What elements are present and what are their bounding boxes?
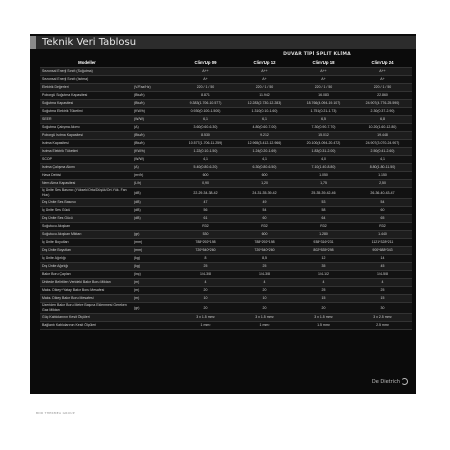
row-unit: (m) xyxy=(132,287,176,295)
row-unit: (A) xyxy=(132,124,176,132)
cell-value: 1/4-3/8 xyxy=(235,271,294,279)
table-row xyxy=(40,180,412,188)
cell-value: 3 x 1.5 mm² xyxy=(176,314,235,322)
table-row xyxy=(40,156,412,164)
row-label: SEER xyxy=(40,116,132,124)
cell-value: 25-35-39-42-46 xyxy=(294,188,353,199)
table-row xyxy=(40,148,412,156)
cell-value: 4,0 xyxy=(294,156,353,164)
row-label: Elektrik Değerleri xyxy=(40,84,132,92)
row-unit: (Btu/h) xyxy=(132,100,176,108)
cell-value: 6,5 xyxy=(294,116,353,124)
cell-value: 1.5 mm² xyxy=(294,322,353,330)
cell-value: 220 / 1 / 50 xyxy=(353,84,412,92)
cell-value: 6,1 xyxy=(235,116,294,124)
cell-value: 11.942 xyxy=(235,92,294,100)
cell-value: 64 xyxy=(294,215,353,223)
row-label: İç Ünite Ağırlığı xyxy=(40,255,132,263)
cell-value: 22-29-34-38-42 xyxy=(176,188,235,199)
cell-value: 25 xyxy=(176,263,235,271)
row-unit xyxy=(132,76,176,84)
cell-value: 1,75 xyxy=(294,180,353,188)
cell-value: 10.577(1.706-11.259) xyxy=(176,140,235,148)
row-label: Dış Ünite Ses Gücü xyxy=(40,215,132,223)
table-row xyxy=(40,84,412,92)
cell-value: A+ xyxy=(176,76,235,84)
cell-value: 1/4-5/8 xyxy=(353,271,412,279)
brand-logo xyxy=(372,378,408,385)
row-label: SCOP xyxy=(40,156,132,164)
cell-value: 788*292*198 xyxy=(176,239,235,247)
table-row xyxy=(40,279,412,287)
row-label: İç Ünite Ses Basıncı (Yüksek/Orta/Düşük/Ort.Yük. Fan Hızı) xyxy=(40,188,132,199)
row-unit: (mm) xyxy=(132,247,176,255)
cell-value: 1.751(0.21-1.73) xyxy=(294,108,353,116)
cell-value: 4,1 xyxy=(176,156,235,164)
cell-value: A++ xyxy=(176,68,235,76)
row-unit: (m) xyxy=(132,295,176,303)
cell-value: 7.30(0.90-7.70) xyxy=(294,124,353,132)
row-unit: (mm) xyxy=(132,239,176,247)
row-unit: (W/W) xyxy=(132,156,176,164)
cell-value: 1/4-1/2 xyxy=(294,271,353,279)
table-row xyxy=(40,132,412,140)
row-label: Isıtma Kapasitesi xyxy=(40,140,132,148)
table-row xyxy=(40,303,412,314)
row-unit: (W/W) xyxy=(132,116,176,124)
cell-value: 3 x 2.5 mm² xyxy=(353,314,412,322)
cell-value: 60 xyxy=(235,215,294,223)
cell-value: R32 xyxy=(294,223,353,231)
cell-value: 220 / 1 / 50 xyxy=(235,84,294,92)
cell-value: 2.50(0.41-2.60) xyxy=(353,148,412,156)
cell-value: 24-31-35-39-42 xyxy=(235,188,294,199)
cell-value: 9.383(1.706-10.577) xyxy=(176,100,235,108)
row-label: Hava Debisi xyxy=(40,172,132,180)
cell-value: 56 xyxy=(176,207,235,215)
cell-value: A++ xyxy=(235,68,294,76)
cell-value: 600 xyxy=(176,172,235,180)
row-label: Soğutucu Akışkan Miktarı xyxy=(40,231,132,239)
model-header: Modeller xyxy=(40,59,132,68)
cell-value: 24.907(3.070-24.907) xyxy=(353,140,412,148)
row-unit: (m³/h) xyxy=(132,172,176,180)
cell-value: 220 / 1 / 50 xyxy=(176,84,235,92)
table-row xyxy=(40,295,412,303)
row-unit xyxy=(132,322,176,330)
cell-value: 10 xyxy=(176,295,235,303)
cell-value: 1121*328*211 xyxy=(353,239,412,247)
cell-value: 49 xyxy=(235,199,294,207)
cell-value: 6,8 xyxy=(353,116,412,124)
unit-header xyxy=(132,59,176,68)
row-unit: (Btu/h) xyxy=(132,132,176,140)
table-row xyxy=(40,164,412,172)
row-unit: (dB) xyxy=(132,207,176,215)
cell-value: 4,1 xyxy=(353,156,412,164)
cell-value: 1 mm² xyxy=(235,322,294,330)
model-column-header: Clim'Up 12 xyxy=(235,59,294,68)
row-unit: (dB) xyxy=(132,199,176,207)
cell-value: 1.83(0.31-2.00) xyxy=(294,148,353,156)
cell-value: 19.448 xyxy=(353,132,412,140)
row-unit: (inç) xyxy=(132,271,176,279)
table-row xyxy=(40,239,412,247)
cell-value: 60 xyxy=(353,207,412,215)
cell-value: 600 xyxy=(235,172,294,180)
cell-value: 1.310(0.10-1.60) xyxy=(235,108,294,116)
row-unit: (Btu/h) xyxy=(132,92,176,100)
cell-value: 54 xyxy=(353,199,412,207)
cell-value: 20.100(4.094-20.472) xyxy=(294,140,353,148)
cell-value: 20 xyxy=(235,287,294,295)
table-row xyxy=(40,207,412,215)
row-unit: (KW/h) xyxy=(132,148,176,156)
row-unit: (V/Faz/Hz) xyxy=(132,84,176,92)
model-column-header: Clim'Up 24 xyxy=(353,59,412,68)
cell-value: 1/4-3/8 xyxy=(176,271,235,279)
row-label: Bakır Boru Çapları xyxy=(40,271,132,279)
cell-value: 1.440 xyxy=(353,231,412,239)
row-unit: (KW/h) xyxy=(132,108,176,116)
cell-value: A+ xyxy=(353,76,412,84)
row-label: Üzeriden Bakır Boru Metre Başına Eklenmesi Gereken Gaz Miktarı xyxy=(40,303,132,314)
row-label: Maks. Dikey Bakır Boru Mesafesi xyxy=(40,295,132,303)
cell-value: 3.60(0.60-6.30) xyxy=(176,124,235,132)
row-label: Poborgü Isıtma Kapasitesi xyxy=(40,132,132,140)
row-unit: (Btu/h) xyxy=(132,140,176,148)
row-unit xyxy=(132,314,176,322)
row-label: Sezonsal Enerji Sınıfı (Soğutma) xyxy=(40,68,132,76)
table-row xyxy=(40,287,412,295)
cell-value: R32 xyxy=(235,223,294,231)
title-accent xyxy=(30,36,36,49)
footer-text: BDR THERMEA GROUP xyxy=(36,411,75,415)
cell-value: 0,90 xyxy=(176,180,235,188)
title-bar xyxy=(30,36,416,49)
table-row xyxy=(40,124,412,132)
cell-value: 20 xyxy=(294,303,353,314)
cell-value: 58 xyxy=(294,207,353,215)
cell-value: 16.083 xyxy=(294,92,353,100)
row-label: Soğutucu Akışkan xyxy=(40,223,132,231)
cell-value: 720*540*260 xyxy=(235,247,294,255)
table-row xyxy=(40,322,412,330)
row-unit: (kg) xyxy=(132,255,176,263)
row-unit: (dB) xyxy=(132,188,176,199)
row-label: Bağlantı Kablolarının Kesit Ölçüleri xyxy=(40,322,132,330)
cell-value: A++ xyxy=(294,68,353,76)
cell-value: 7.10(1.40-8.80) xyxy=(294,164,353,172)
page-title: Teknik Veri Tablosu xyxy=(42,37,137,48)
cell-value: 8 xyxy=(176,255,235,263)
cell-value: R32 xyxy=(353,223,412,231)
row-unit xyxy=(132,223,176,231)
model-column-header: Clim'Up 18 xyxy=(294,59,353,68)
table-row xyxy=(40,223,412,231)
cell-value: 53 xyxy=(294,199,353,207)
row-label: Dış Ünite Ses Basıncı xyxy=(40,199,132,207)
cell-value: 20 xyxy=(176,303,235,314)
cell-value: 30 xyxy=(353,303,412,314)
cell-value: 15 xyxy=(294,295,353,303)
cell-value: 22.860 xyxy=(353,92,412,100)
cell-value: 1.24(0.20-1.69) xyxy=(235,148,294,156)
cell-value: 938*316*231 xyxy=(294,239,353,247)
row-unit: (dB) xyxy=(132,215,176,223)
row-unit: (m) xyxy=(132,279,176,287)
cell-value: 1.22(0.10-1.50) xyxy=(176,148,235,156)
row-label: Dış Ünite Boyutları xyxy=(40,247,132,255)
brand-name: De Dietrich xyxy=(371,379,400,385)
row-label: Soğutma Kapasitesi xyxy=(40,100,132,108)
table-header-row xyxy=(40,59,412,68)
cell-value: 14 xyxy=(353,255,412,263)
cell-value: 10 xyxy=(235,295,294,303)
row-label: Isıtma Çalışma Akımı xyxy=(40,164,132,172)
cell-value: 4,1 xyxy=(235,156,294,164)
cell-value: 8.530 xyxy=(176,132,235,140)
cell-value: 1.150 xyxy=(353,172,412,180)
cell-value: 720*540*260 xyxy=(176,247,235,255)
cell-value: 12.965(3.412-12.966) xyxy=(235,140,294,148)
row-unit xyxy=(132,68,176,76)
cell-value: 9.212 xyxy=(235,132,294,140)
cell-value: 25 xyxy=(235,263,294,271)
row-unit: (gr) xyxy=(132,231,176,239)
row-label: Ünitede Belirtilen Verideki Bakır Boru Miktarı xyxy=(40,279,132,287)
cell-value: 6.30(0.80-6.50) xyxy=(235,164,294,172)
cell-value: 1,20 xyxy=(235,180,294,188)
row-label: Isıtma Elektrik Tüketimi xyxy=(40,148,132,156)
row-label: İç Ünite Boyutları xyxy=(40,239,132,247)
cell-value: 1 mm² xyxy=(176,322,235,330)
cell-value: 45 xyxy=(353,263,412,271)
cell-value: 12 xyxy=(294,255,353,263)
cell-value: 2,50 xyxy=(353,180,412,188)
cell-value: 6,1 xyxy=(176,116,235,124)
table-row xyxy=(40,108,412,116)
cell-value: 900*688*343 xyxy=(353,247,412,255)
row-unit: (A) xyxy=(132,164,176,172)
row-label: Sezonsal Enerji Sınıfı (Isıtma) xyxy=(40,76,132,84)
cell-value: 0.930(0.100-1.500) xyxy=(176,108,235,116)
cell-value: 530 xyxy=(176,231,235,239)
row-unit: (kg) xyxy=(132,263,176,271)
cell-value: 220 / 1 / 50 xyxy=(294,84,353,92)
cell-value: A+ xyxy=(235,76,294,84)
table-body xyxy=(40,68,412,330)
brand-mark-icon xyxy=(401,378,408,385)
cell-value: 8.871 xyxy=(176,92,235,100)
cell-value: 26-36-40-43-47 xyxy=(353,188,412,199)
table-row xyxy=(40,116,412,124)
cell-value: 788*292*198 xyxy=(235,239,294,247)
cell-value: 4.80(0.60-7.00) xyxy=(235,124,294,132)
cell-value: 25 xyxy=(294,287,353,295)
table-row xyxy=(40,271,412,279)
product-type-heading: DUVAR TİPİ SPLIT KLİMA xyxy=(283,52,351,57)
row-label: İç Ünite Ses Gücü xyxy=(40,207,132,215)
cell-value: 65 xyxy=(353,215,412,223)
cell-value: 15.012 xyxy=(294,132,353,140)
cell-value: 10.20(1.60-12.80) xyxy=(353,124,412,132)
table-row xyxy=(40,231,412,239)
table-row xyxy=(40,263,412,271)
table-row xyxy=(40,199,412,207)
cell-value: 4 xyxy=(176,279,235,287)
cell-value: 3 x 1.5 mm² xyxy=(235,314,294,322)
cell-value: 15 xyxy=(353,295,412,303)
row-label: Dış Ünite Ağırlığı xyxy=(40,263,132,271)
cell-value: 18.766(4.094-19.107) xyxy=(294,100,353,108)
cell-value: 4 xyxy=(294,279,353,287)
row-unit: (L/h) xyxy=(132,180,176,188)
cell-value: 20 xyxy=(176,287,235,295)
cell-value: 35 xyxy=(294,263,353,271)
model-column-header: Clim'Up 09 xyxy=(176,59,235,68)
row-label: Maks. Dikey+Yatay Bakır Boru Mesafesi xyxy=(40,287,132,295)
table-row xyxy=(40,314,412,322)
cell-value: 2.5 mm² xyxy=(353,322,412,330)
cell-value: 25 xyxy=(353,287,412,295)
cell-value: 24.907(4.776-25.590) xyxy=(353,100,412,108)
cell-value: 5.40(0.80-6.20) xyxy=(176,164,235,172)
cell-value: R32 xyxy=(176,223,235,231)
table-row xyxy=(40,247,412,255)
cell-value: 1.280 xyxy=(294,231,353,239)
cell-value: 4 xyxy=(353,279,412,287)
cell-value: 8,5 xyxy=(235,255,294,263)
cell-value: 600 xyxy=(235,231,294,239)
spec-table xyxy=(40,59,412,330)
cell-value: 8.80(1.80-11.50) xyxy=(353,164,412,172)
table-row xyxy=(40,76,412,84)
row-unit: (gr) xyxy=(132,303,176,314)
cell-value: 802*535*298 xyxy=(294,247,353,255)
cell-value: 47 xyxy=(176,199,235,207)
table-row xyxy=(40,188,412,199)
cell-value: A+ xyxy=(294,76,353,84)
table-row xyxy=(40,68,412,76)
table-row xyxy=(40,140,412,148)
table-row xyxy=(40,92,412,100)
table-row xyxy=(40,255,412,263)
cell-value: 3 x 1.5 mm² xyxy=(294,314,353,322)
cell-value: 12.283(2.730-12.283) xyxy=(235,100,294,108)
cell-value: 2.30(0.37-2.90) xyxy=(353,108,412,116)
cell-value: 4 xyxy=(235,279,294,287)
row-label: Poborgü Soğutma Kapasitesi xyxy=(40,92,132,100)
cell-value: A++ xyxy=(353,68,412,76)
cell-value: 1.050 xyxy=(294,172,353,180)
cell-value: 54 xyxy=(235,207,294,215)
table-row xyxy=(40,215,412,223)
row-label: Soğutma Elektrik Tüketimi xyxy=(40,108,132,116)
row-label: Nem Alma Kapasitesi xyxy=(40,180,132,188)
cell-value: 20 xyxy=(235,303,294,314)
row-label: Soğutma Çalışma Akımı xyxy=(40,124,132,132)
table-row xyxy=(40,100,412,108)
row-label: Güç Kablolarının Kesit Ölçüleri xyxy=(40,314,132,322)
table-row xyxy=(40,172,412,180)
document-panel xyxy=(30,34,416,415)
cell-value: 61 xyxy=(176,215,235,223)
